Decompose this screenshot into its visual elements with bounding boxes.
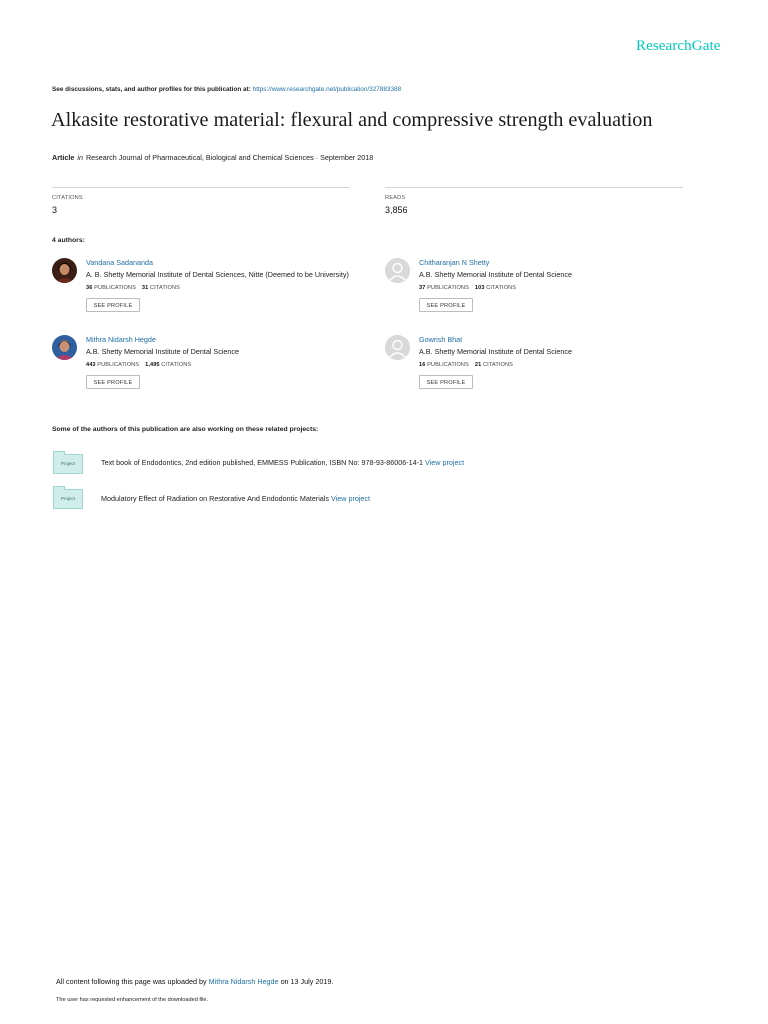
photo-avatar-icon[interactable]	[52, 335, 77, 360]
author-card-vandana-sadananda	[52, 258, 382, 318]
project-item	[101, 458, 464, 467]
see-profile-button[interactable]: SEE PROFILE	[419, 375, 473, 389]
publication-meta	[52, 153, 373, 162]
publications-count: 37	[419, 285, 426, 291]
publications-label: PUBLICATIONS	[427, 285, 469, 291]
photo-avatar-icon[interactable]	[52, 258, 77, 283]
author-card-chitharanjan-n-shetty	[385, 258, 715, 318]
default-avatar-icon[interactable]	[385, 335, 410, 360]
see-profile-button[interactable]: SEE PROFILE	[86, 375, 140, 389]
author-stats	[419, 285, 516, 291]
publications-count: 16	[419, 362, 426, 368]
project-folder-icon	[53, 454, 83, 474]
see-profile-button[interactable]: SEE PROFILE	[86, 298, 140, 312]
project-title: Modulatory Effect of Radiation on Restorative And Endodontic Materials	[101, 494, 329, 503]
view-project-link[interactable]: View project	[425, 458, 465, 467]
citations-divider	[52, 187, 350, 188]
author-stats	[419, 362, 513, 368]
author-name[interactable]: Chitharanjan N Shetty	[419, 258, 490, 267]
view-project-link[interactable]: View project	[331, 494, 371, 503]
author-name[interactable]: Gowrish Bhat	[419, 335, 463, 344]
project-title: Text book of Endodontics, 2nd edition published, EMMESS Publication, ISBN No: 978-93-86006-14-1	[101, 458, 424, 467]
citations-count: 1,495	[145, 362, 160, 368]
author-institution: A. B. Shetty Memorial Institute of Dental Sciences, Nitte (Deemed to be University)	[86, 270, 349, 279]
authors-heading: 4 authors:	[52, 237, 85, 244]
discussions-prefix: See discussions, stats, and author profiles for this publication at:	[52, 86, 251, 93]
venue-date: Research Journal of Pharmaceutical, Biological and Chemical Sciences · September 2018	[85, 153, 374, 162]
uploader-link[interactable]: Mithra Nidarsh Hegde	[208, 977, 279, 986]
in-word: in	[77, 153, 83, 162]
publications-count: 443	[86, 362, 96, 368]
researchgate-logo[interactable]: ResearchGate	[636, 38, 721, 54]
author-institution: A.B. Shetty Memorial Institute of Dental Science	[86, 347, 240, 356]
reads-label: READS	[385, 195, 406, 201]
citations-label: CITATIONS	[483, 362, 513, 368]
citations-count: 21	[474, 362, 482, 368]
citations-label: CITATIONS	[150, 285, 180, 291]
upload-notice	[56, 977, 333, 986]
upload-suffix: on 13 July 2019.	[280, 977, 334, 986]
author-institution: A.B. Shetty Memorial Institute of Dental Science	[419, 347, 573, 356]
see-profile-button[interactable]: SEE PROFILE	[419, 298, 473, 312]
publications-count: 36	[86, 285, 93, 291]
reads-divider	[385, 187, 683, 188]
default-avatar-icon[interactable]	[385, 258, 410, 283]
related-projects-heading: Some of the authors of this publication are also working on these related projects:	[52, 426, 319, 433]
author-institution: A.B. Shetty Memorial Institute of Dental Science	[419, 270, 573, 279]
project-folder-icon	[53, 489, 83, 509]
citations-count: 3	[52, 205, 58, 215]
citations-count: 103	[474, 285, 485, 291]
author-name[interactable]: Mithra Nidarsh Hegde	[86, 335, 156, 344]
author-card-gowrish-bhat	[385, 335, 715, 395]
enhancement-note: The user has requested enhancement of the downloaded file.	[56, 997, 209, 1003]
author-name[interactable]: Vandana Sadananda	[86, 258, 154, 267]
publications-label: PUBLICATIONS	[427, 362, 469, 368]
publication-url-link[interactable]: https://www.researchgate.net/publication/327883388	[252, 86, 402, 93]
publications-label: PUBLICATIONS	[94, 285, 136, 291]
citations-label: CITATIONS	[52, 195, 83, 201]
page-title: Alkasite restorative material: flexural and compressive strength evaluation	[51, 109, 653, 131]
publications-label: PUBLICATIONS	[97, 362, 140, 368]
project-item	[101, 494, 370, 503]
citations-count: 31	[141, 285, 149, 291]
project-icon-label: Project	[60, 461, 75, 466]
project-icon-label: Project	[60, 496, 75, 501]
reads-count: 3,856	[385, 205, 408, 215]
citations-label: CITATIONS	[161, 362, 192, 368]
upload-prefix: All content following this page was uploaded by	[56, 977, 207, 986]
author-stats	[86, 285, 180, 291]
author-card-mithra-nidarsh-hegde	[52, 335, 382, 395]
author-stats	[86, 362, 191, 368]
citations-label: CITATIONS	[486, 285, 517, 291]
discussions-line	[52, 86, 401, 93]
publication-kind: Article	[52, 153, 75, 162]
